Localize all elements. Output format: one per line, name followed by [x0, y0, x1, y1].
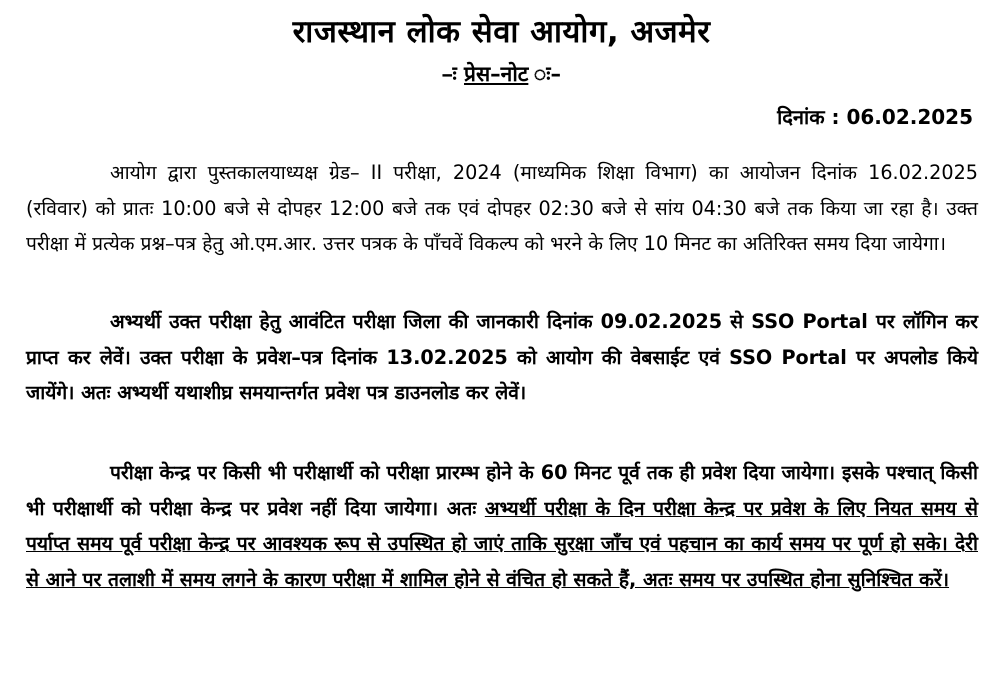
entry-rules-text: परीक्षा केन्द्र पर किसी भी परीक्षार्थी को परीक्षा प्रारम्भ होने के 60 मिनट पूर्व तक ही प्रवेश दिया जायेगा। इसके पश्चात् किसी भी परीक्षार्थी को परीक्षा केन्द्र पर प्रवेश नहीं दिया जायेगा। अतः [26, 461, 978, 520]
document-title: राजस्थान लोक सेवा आयोग, अजमेर [292, 14, 711, 50]
press-note-heading [0, 60, 1003, 88]
paragraph-exam-schedule: आयोग द्वारा पुस्तकालयाध्यक्ष ग्रेड– II परीक्षा, 2024 (माध्यमिक शिक्षा विभाग) का आयोजन दिनांक 16.02.2025 (रविवार) को प्रातः 10:00 बजे से दोपहर 12:00 बजे तक एवं दोपहर 02:30 बजे से सांय 04:30 बजे तक किया जा रहा है। उक्त परीक्षा में प्रत्येक प्रश्न–पत्र हेतु ओ.एम.आर. उत्तर पत्रक के पाँचवें विकल्प को भरने के लिए 10 मिनट का अतिरिक्त समय दिया जायेगा। [26, 161, 978, 255]
paragraph-entry-rules [26, 455, 978, 597]
heading-suffix: ः– [528, 62, 562, 86]
entry-rules-underlined-text: अभ्यर्थी परीक्षा के दिन परीक्षा केन्द्र पर प्रवेश के लिए नियत समय से पर्याप्त समय पूर्व परीक्षा केन्द्र पर आवश्यक रूप से उपस्थित हो जाएं ताकि सुरक्षा जाँच एवं पहचान का कार्य समय पर पूर्ण हो सके। देरी से आने पर तलाशी में समय लगने के कारण परीक्षा में शामिल होने से वंचित हो सकते हैं, अतः समय पर उपस्थित होना सुनिश्चित करें। [26, 496, 978, 591]
heading-text: प्रेस–नोट [464, 62, 529, 86]
heading-prefix: –ः [441, 62, 465, 86]
date-label: दिनांक : 06.02.2025 [777, 105, 973, 129]
paragraph-admit-card: अभ्यर्थी उक्त परीक्षा हेतु आवंटित परीक्षा जिला की जानकारी दिनांक 09.02.2025 से SSO Portal पर लॉगिन कर प्राप्त कर लेवें। उक्त परीक्षा के प्रवेश–पत्र दिनांक 13.02.2025 को आयोग की वेबसाईट एवं SSO Portal पर अपलोड किये जायेंगे। अतः अभ्यर्थी यथाशीघ्र समयान्तर्गत प्रवेश पत्र डाउनलोड कर लेवें। [26, 310, 978, 404]
